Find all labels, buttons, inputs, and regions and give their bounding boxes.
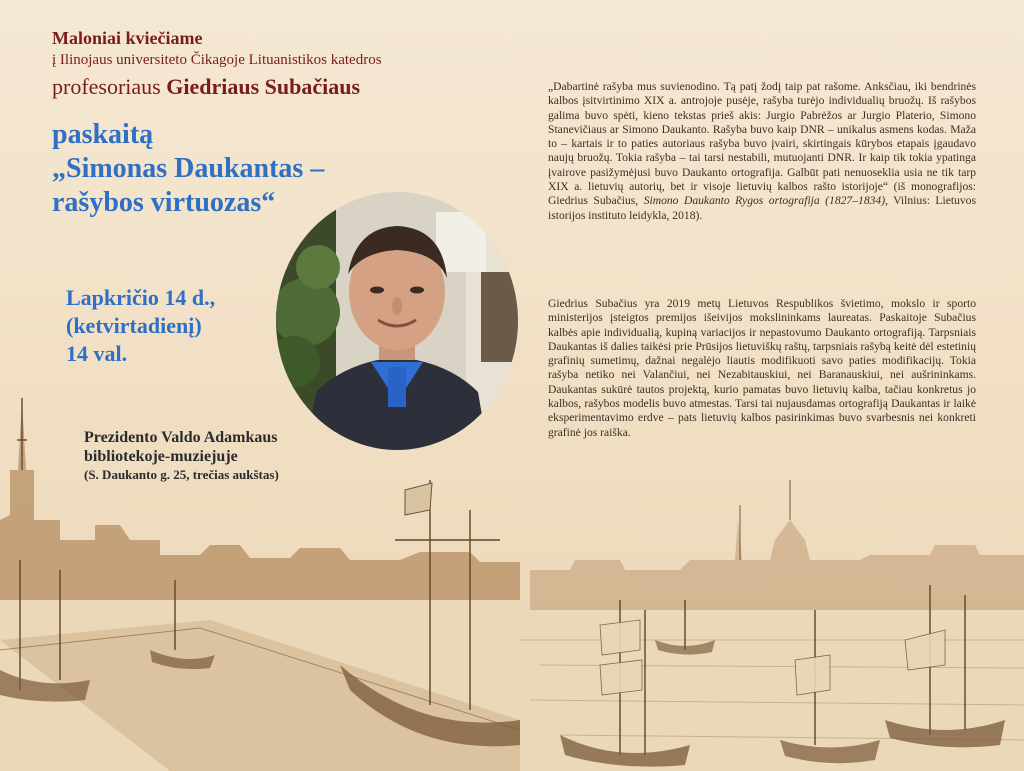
lecture-word: paskaitą (52, 119, 154, 150)
venue-block (84, 428, 279, 484)
invitation-block (52, 26, 382, 102)
professor-line (52, 72, 382, 102)
lecture-title-line2: rašybos virtuozas“ (52, 187, 276, 218)
venue-address: (S. Daukanto g. 25, trečias aukštas) (84, 467, 279, 482)
venue-line1: Prezidento Valdo Adamkaus (84, 429, 278, 446)
professor-prefix: profesoriaus (52, 74, 167, 99)
book-title: Simono Daukanto Rygos ortografija (1827–1834) (643, 194, 886, 208)
professor-name: Giedriaus Subačiaus (166, 74, 361, 99)
quote-paragraph (548, 80, 976, 223)
invitation-line: Maloniai kviečiame (52, 28, 203, 48)
event-time: 14 val. (66, 341, 128, 366)
portrait-photo (276, 192, 518, 450)
bio-paragraph (548, 297, 976, 440)
university-line: į Ilinojaus universiteto Čikagoje Lituanistikos katedros (52, 52, 382, 68)
lecture-title-line1: „Simonas Daukantas – (52, 153, 325, 184)
event-weekday: (ketvirtadienį) (66, 313, 202, 338)
event-date: Lapkričio 14 d., (66, 285, 216, 310)
quote-text: „Dabartinė rašyba mus suvienodino. Tą patį žodį taip pat rašome. Anksčiau, iki bendrinės kalbos įsitvirtinimo XIX a. antrojoje pusėje, rašyba turėjo individualių bruožų. Iš rašybos galima buvo spėti, kieno tekstas prieš akis: Jurgio Pabrėžos ar Jurgio Platerio, Simono Stanevičiaus ar Simono Daukanto. Rašyba buvo kaip DNR – unikalus asmens kodas. Maža to – kartais ir to paties autoriaus rašyba buvo įvairi, skirtingais kūrybos etapais įgaudavo naujų bruožų. Tokia rašyba – tai tarsi nestabili, mutuojanti DNR. Ir kaip tik tokia ypatinga įvairove pasižymėjusi buvo Daukanto ortografija. Galbūt pati nenuoseklia usia ne tik tarp XIX a. lietuvių autorių, bet ir visoje lietuvių kalbos rašto istorijoje“ (iš monografijos: Giedrius Subačius, (548, 80, 976, 208)
date-block (66, 284, 215, 368)
lecture-title-block (52, 118, 324, 220)
quote-tail: , Vilnius: Lietuvos istorijos instituto leidykla, 2018). (548, 194, 976, 222)
bio-text: Giedrius Subačius yra 2019 metų Lietuvos Respublikos švietimo, mokslo ir sporto ministerijos įsteigtos premijos išeivijos mokslininkams laureatas. Paskaitoje Subačius kalbės apie individualią, kupiną variacijos ir nepastovumo Daukanto ortografiją. Tarpsniais Daukantas iš dalies taikėsi prie Prūsijos lietuviškų raštų, tarpsniais rašybą keitė dėl estetinių grafinių sumetimų, dažnai negalėjo liautis modifikuoti savo paties modifikacijų. Tokia rašyba netiko nei Valančiui, nei Nezabitauskiui, nei Baranauskiui, nei aušrininkams. Daukantas sukūrė tautos projektą, kurio pamatas buvo lietuvių kalba, tačiau konkretus jo kalbos, rašybos modelis buvo atmestas. Tarsi tai nujausdamas ortografiją Daukantas ir laikė eksperimentavimo erdve – pats lietuvių kalbos pasirinkimas buvo svarbesnis nei konkreti grafinė jos raiška. (548, 297, 976, 439)
venue-line2: bibliotekoje-muziejuje (84, 448, 238, 465)
